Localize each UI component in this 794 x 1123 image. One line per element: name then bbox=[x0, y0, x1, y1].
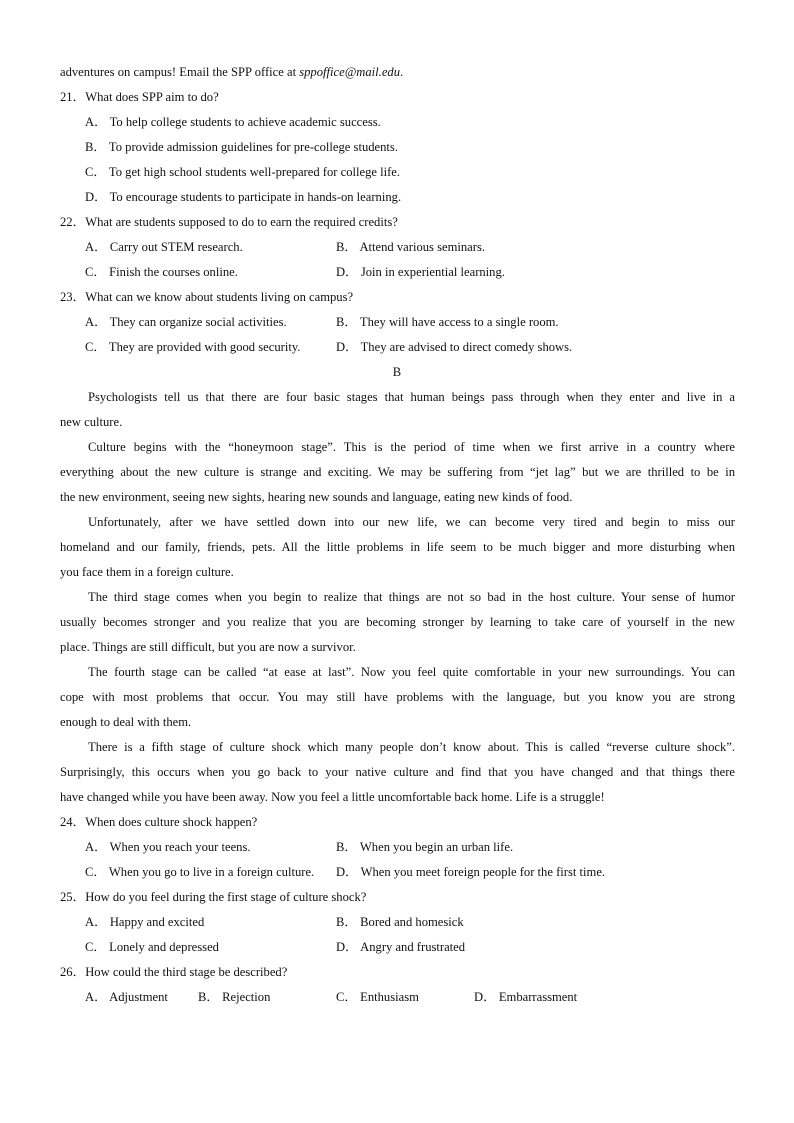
question-21-option-c: C． To get high school students well-prepared for college life. bbox=[85, 165, 401, 179]
question-26-option-c: C． Enthusiasm bbox=[336, 990, 419, 1004]
question-21-option-d: D． To encourage students to participate in hands-on learning. bbox=[85, 190, 402, 204]
question-24-option-a: A． When you reach your teens. bbox=[85, 840, 251, 854]
paragraph-6-line: have changed while you have been away. Now you feel a little uncomfortable back home. Life is a struggle! bbox=[60, 790, 605, 804]
question-26-option-b: B． Rejection bbox=[198, 990, 271, 1004]
email-address: sppoffice@mail.edu bbox=[299, 65, 401, 79]
question-25-option-a: A． Happy and excited bbox=[85, 915, 205, 929]
question-22-option-b: B． Attend various seminars. bbox=[336, 240, 486, 254]
question-25-option-c: C． Lonely and depressed bbox=[85, 940, 219, 954]
paragraph-5-line: The fourth stage can be called “at ease at last”. Now you feel quite comfortable in your new surroundings. You can bbox=[88, 665, 735, 679]
paragraph-6-line: There is a fifth stage of culture shock which many people don’t know about. This is called “reverse culture shock”. bbox=[88, 740, 735, 754]
question-26-option-a: A． Adjustment bbox=[85, 990, 168, 1004]
paragraph-6-line: Surprisingly, this occurs when you go back to your native culture and find that you have changed and that things there bbox=[60, 765, 735, 779]
question-24-option-b: B． When you begin an urban life. bbox=[336, 840, 514, 854]
question-25-stem: 25．How do you feel during the first stage of culture shock? bbox=[60, 890, 367, 904]
paragraph-4-line: The third stage comes when you begin to realize that things are not so bad in the host culture. Your sense of humor bbox=[88, 590, 735, 604]
question-24-option-d: D． When you meet foreign people for the first time. bbox=[336, 865, 606, 879]
paragraph-1-line: Psychologists tell us that there are four basic stages that human beings pass through when they enter and live in a bbox=[88, 390, 735, 404]
paragraph-5-line: enough to deal with them. bbox=[60, 715, 192, 729]
paragraph-3-line: you face them in a foreign culture. bbox=[60, 565, 234, 579]
question-25-option-d: D． Angry and frustrated bbox=[336, 940, 466, 954]
question-21-option-b: B． To provide admission guidelines for pre-college students. bbox=[85, 140, 398, 154]
question-23-option-c: C． They are provided with good security. bbox=[85, 340, 301, 354]
paragraph-2-line: Culture begins with the “honeymoon stage”. This is the period of time when we first arrive in a country where bbox=[88, 440, 735, 454]
question-21-option-a: A． To help college students to achieve academic success. bbox=[85, 115, 381, 129]
question-22-option-a: A． Carry out STEM research. bbox=[85, 240, 243, 254]
paragraph-4-line: place. Things are still difficult, but you are now a survivor. bbox=[60, 640, 356, 654]
question-24-option-c: C． When you go to live in a foreign culture. bbox=[85, 865, 315, 879]
paragraph-4-line: usually becomes stronger and you realize that you are becoming stronger by learning to take care of yourself in the new bbox=[60, 615, 735, 629]
paragraph-5-line: cope with most problems that occur. You may still have problems with the language, but you know you are strong bbox=[60, 690, 735, 704]
question-22-stem: 22．What are students supposed to do to earn the required credits? bbox=[60, 215, 398, 229]
question-26-stem: 26．How could the third stage be described? bbox=[60, 965, 288, 979]
question-23-stem: 23．What can we know about students living on campus? bbox=[60, 290, 354, 304]
question-24-stem: 24．When does culture shock happen? bbox=[60, 815, 258, 829]
paragraph-1-line: new culture. bbox=[60, 415, 123, 429]
paragraph-2-line: everything about the new culture is strange and exciting. We may be suffering from “jet lag” but we are thrilled to be in bbox=[60, 465, 735, 479]
question-23-option-a: A． They can organize social activities. bbox=[85, 315, 287, 329]
question-26-option-d: D． Embarrassment bbox=[474, 990, 578, 1004]
section-heading: B bbox=[392, 365, 402, 379]
question-21-stem: 21．What does SPP aim to do? bbox=[60, 90, 219, 104]
paragraph-2-line: the new environment, seeing new sights, hearing new sounds and language, eating new kinds of food. bbox=[60, 490, 573, 504]
question-22-option-d: D． Join in experiential learning. bbox=[336, 265, 505, 279]
question-23-option-b: B． They will have access to a single room. bbox=[336, 315, 559, 329]
question-23-option-d: D． They are advised to direct comedy shows. bbox=[336, 340, 573, 354]
question-22-option-c: C． Finish the courses online. bbox=[85, 265, 238, 279]
intro-line: adventures on campus! Email the SPP office at sppoffice@mail.edu. bbox=[60, 65, 404, 79]
paragraph-3-line: Unfortunately, after we have settled down into our new life, we can become very tired and begin to miss our bbox=[88, 515, 735, 529]
paragraph-3-line: homeland and our family, friends, pets. All the little problems in life seem to be much bigger and more disturbing when bbox=[60, 540, 735, 554]
question-25-option-b: B． Bored and homesick bbox=[336, 915, 464, 929]
